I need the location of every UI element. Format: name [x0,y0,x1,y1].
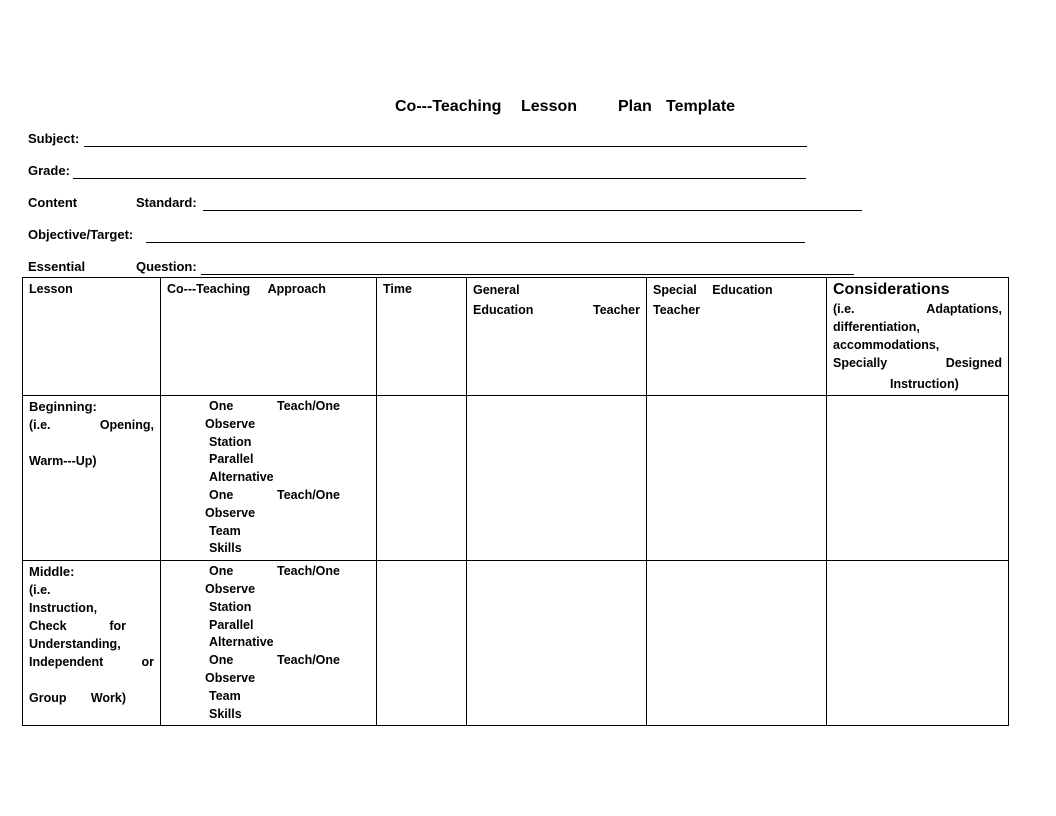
objective-label: Objective/Target: [28,227,134,242]
standard-label: Standard: [136,195,197,210]
approach-option: Teach/One [277,399,340,413]
header-considerations [827,278,1009,396]
approach-option: Observe [205,581,256,596]
middle-label-cell [23,561,161,726]
beginning-special-cell[interactable] [647,396,827,561]
consid-text: Adaptations, [926,302,1002,316]
objective-blank-line[interactable] [146,242,805,243]
consid-text: differentiation, [833,320,920,334]
approach-option: Observe [205,505,256,520]
approach-option: Parallel [209,617,254,632]
approach-option: Skills [209,541,242,556]
consid-text: Instruction) [890,377,959,391]
header-approach-word-1: Co---Teaching [167,282,251,296]
beginning-general-cell[interactable] [467,396,647,561]
approach-option: Station [209,599,252,614]
beginning-text: Opening, [99,418,154,432]
header-row [23,278,1009,396]
table-row-middle [23,561,1009,726]
approach-option: Parallel [209,452,254,467]
approach-option: One [209,487,234,502]
middle-text: Group [29,691,67,706]
header-spec-2: Education [712,283,773,297]
approach-option: One [209,399,234,413]
header-approach-word-2: Approach [267,282,326,296]
consid-text: Designed [945,356,1002,370]
middle-text: Independent [29,655,104,670]
middle-text: or [141,655,154,670]
subject-label: Subject: [28,131,80,146]
header-spec-1: Special [653,283,697,297]
objective-field [28,227,133,242]
header-special-teacher [647,278,827,396]
approach-option: Station [209,434,252,449]
header-time: Time [377,278,467,396]
title-part-1: Co---Teaching [395,98,502,115]
standard-blank-line[interactable] [203,210,862,211]
middle-special-cell[interactable] [647,561,827,726]
considerations-title: Considerations [833,281,950,298]
middle-general-cell[interactable] [467,561,647,726]
approach-option: Teach/One [277,653,340,668]
approach-option: Team [209,688,241,703]
subject-field [28,131,79,146]
middle-text: Instruction, [29,601,98,616]
content-label: Content [28,195,78,210]
middle-considerations-cell[interactable] [827,561,1009,726]
beginning-label: Beginning: [29,399,97,414]
header-gen-1: General [473,283,520,297]
middle-text: (i.e. [29,583,51,598]
consid-text: Specially [833,356,888,370]
approach-option: Skills [209,706,242,721]
header-lesson: Lesson [23,278,161,396]
table-row-beginning [23,396,1009,561]
header-general-teacher [467,278,647,396]
header-approach [161,278,377,396]
approach-option: Alternative [209,635,274,650]
beginning-considerations-cell[interactable] [827,396,1009,561]
beginning-approach-cell[interactable] [161,396,377,561]
approach-option: Team [209,523,241,538]
grade-label: Grade: [28,163,70,178]
essential-label: Essential [28,259,86,274]
title-part-2: Lesson [521,98,578,115]
consid-text: (i.e. [833,302,855,316]
lesson-plan-table [22,277,1009,726]
header-gen-2: Education [473,303,534,317]
content-standard-field [28,195,77,210]
header-spec-3: Teacher [653,303,701,317]
approach-option: Observe [205,670,256,685]
middle-text: Understanding, [29,637,121,652]
approach-option: One [209,653,234,668]
middle-approach-cell[interactable] [161,561,377,726]
approach-option: Observe [205,416,256,431]
beginning-text: (i.e. [29,418,51,432]
consid-text: accommodations, [833,338,940,352]
grade-blank-line[interactable] [73,178,806,179]
middle-time-cell[interactable] [377,561,467,726]
approach-option: Alternative [209,470,274,485]
essential-question-field [28,259,85,274]
middle-label: Middle: [29,564,75,580]
question-blank-line[interactable] [201,274,854,275]
approach-option: Teach/One [277,487,340,502]
grade-field [28,163,70,178]
middle-text: Check [29,619,67,634]
question-label: Question: [136,259,197,274]
title-part-3: Plan [618,98,652,115]
header-gen-3: Teacher [592,303,640,317]
middle-text: Work) [90,691,126,706]
question-field [136,259,197,274]
middle-text: for [109,619,126,634]
subject-blank-line[interactable] [84,146,807,147]
beginning-label-cell [23,396,161,561]
standard-field [136,195,197,210]
beginning-text: Warm---Up) [29,454,97,468]
approach-option: Teach/One [277,564,340,579]
title-part-4: Template [666,98,736,115]
approach-option: One [209,564,234,579]
beginning-time-cell[interactable] [377,396,467,561]
